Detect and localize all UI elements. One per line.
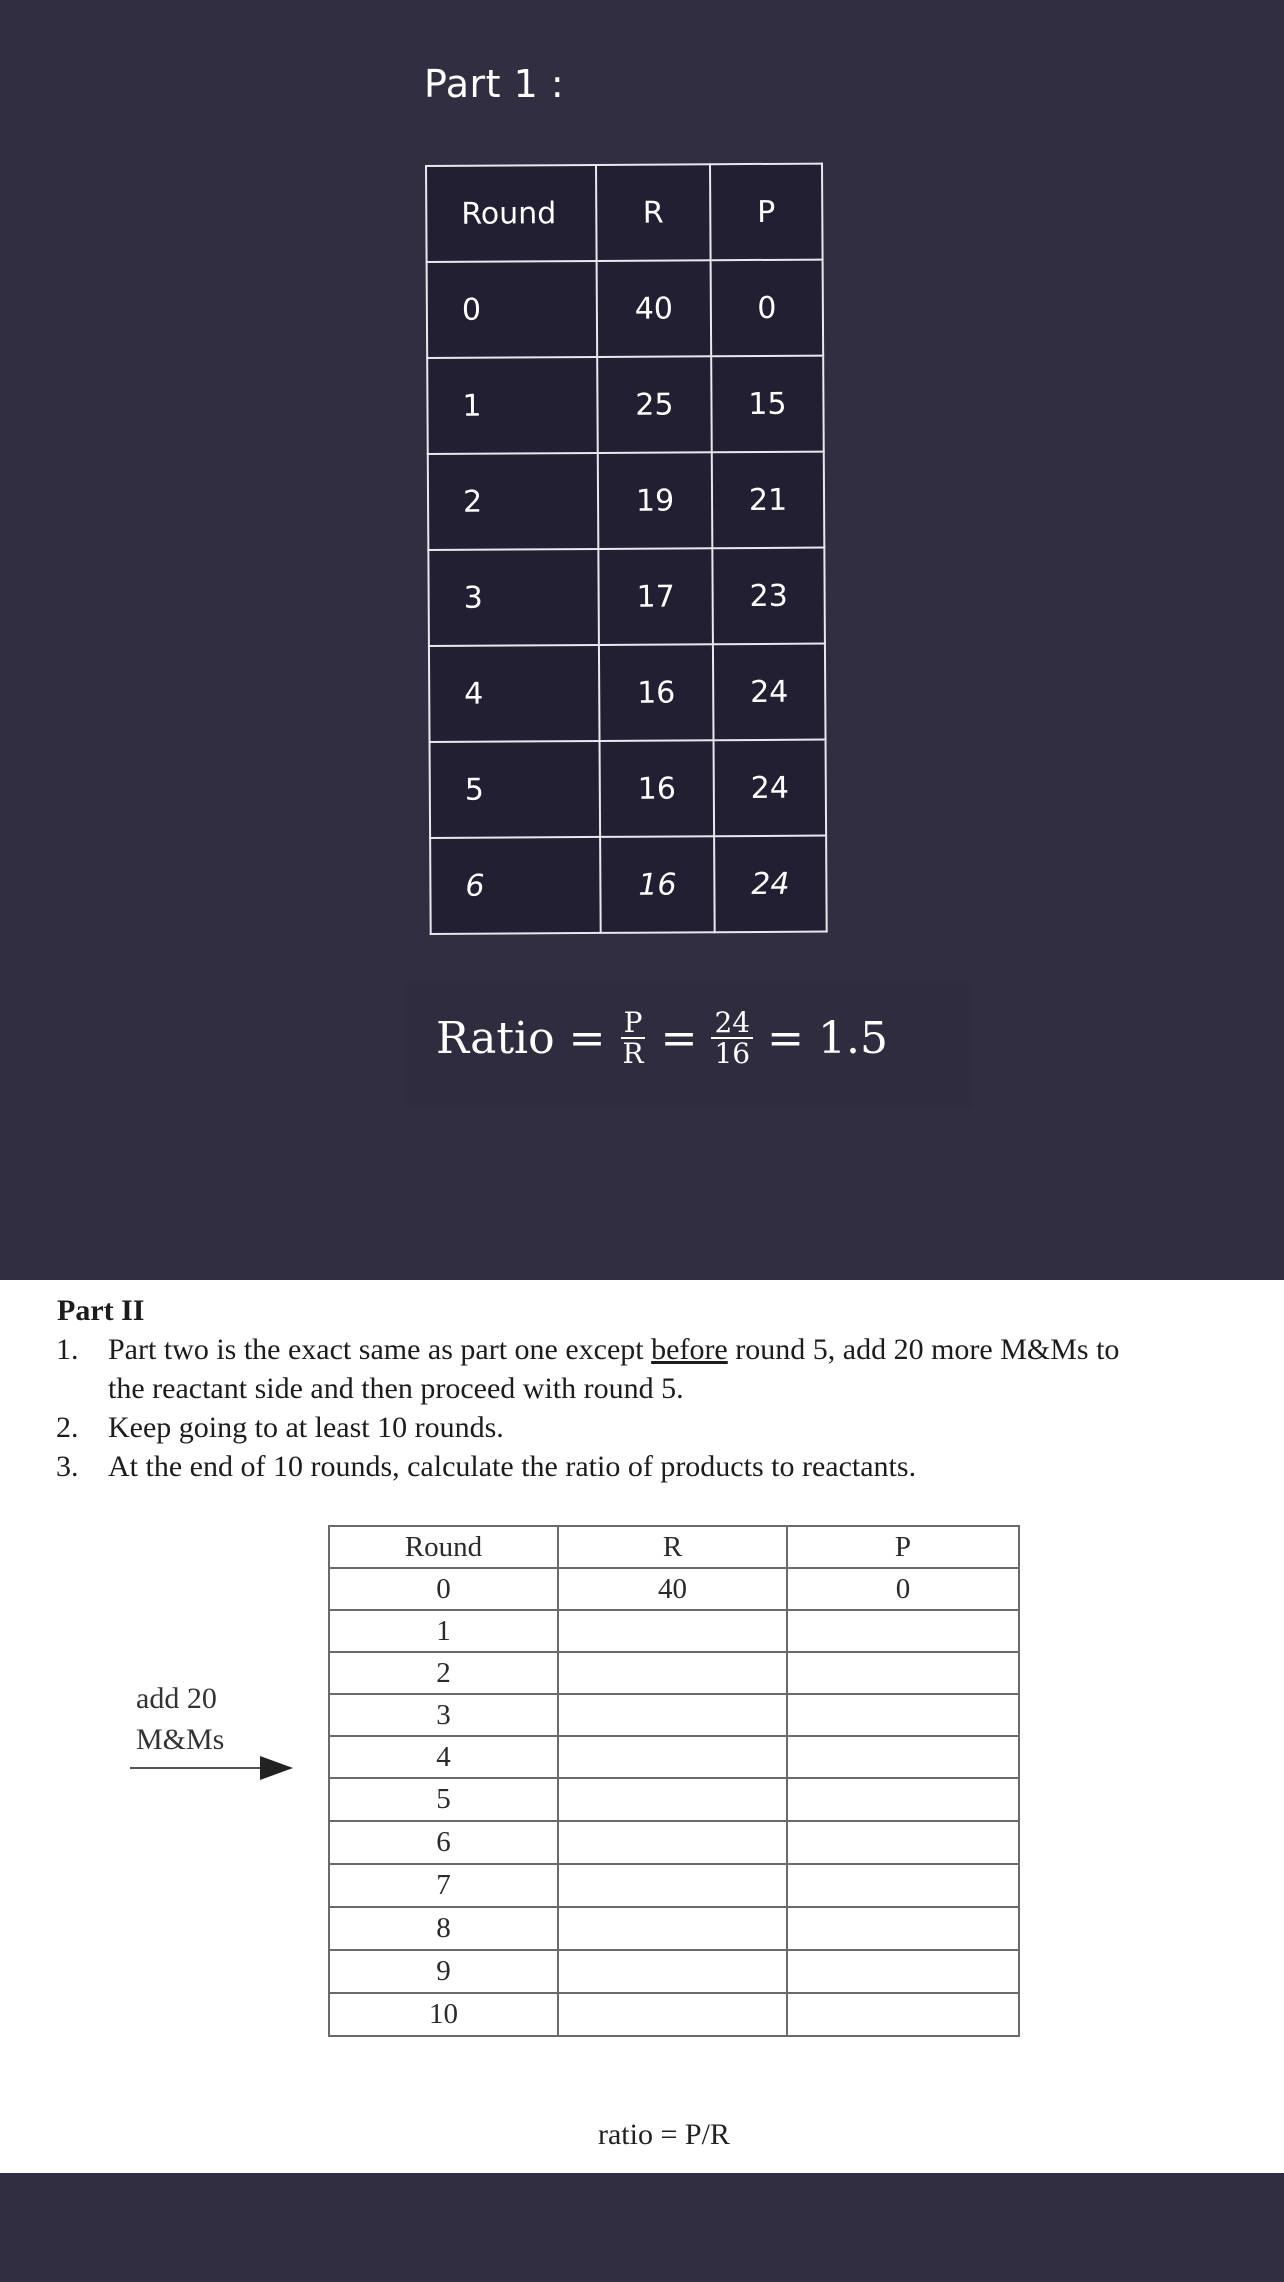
round-cell: 9: [329, 1950, 558, 1993]
p-cell: 23: [712, 548, 825, 645]
round-cell: 5: [329, 1778, 558, 1821]
equals-sign: =: [660, 1012, 698, 1064]
table-header-row: [426, 164, 823, 262]
ratio-equation: [436, 1008, 888, 1069]
table-row: [329, 1610, 1019, 1652]
header-p: P: [710, 164, 823, 261]
table-row: [429, 644, 826, 742]
instruction-number: 2.: [56, 1411, 79, 1444]
equals-sign: =: [568, 1012, 606, 1064]
table-row: [329, 1736, 1019, 1778]
r-cell: [558, 1950, 787, 1993]
round-cell: 0: [329, 1568, 558, 1610]
round-cell: 6: [430, 837, 601, 934]
part1-title: Part 1 :: [424, 62, 565, 106]
p-cell: [787, 1950, 1019, 1993]
r-cell: [558, 1736, 787, 1778]
r-cell: 16: [600, 836, 715, 933]
table-row: [329, 1568, 1019, 1610]
instruction-item: [56, 1447, 916, 1486]
instruction-text: round 5, add 20 more M&Ms to: [727, 1333, 1120, 1366]
table-row: [430, 740, 827, 838]
p-cell: [787, 1864, 1019, 1907]
instruction-text: Part two is the exact same as part one except: [108, 1333, 652, 1366]
note-line: M&Ms: [136, 1723, 225, 1756]
p-cell: 21: [712, 452, 825, 549]
round-cell: 4: [429, 645, 600, 742]
header-r: R: [558, 1526, 787, 1568]
round-cell: 8: [329, 1907, 558, 1950]
r-cell: [558, 1993, 787, 2036]
r-cell: 17: [598, 548, 713, 645]
table-row: [329, 1694, 1019, 1736]
table-row: [427, 356, 824, 454]
round-cell: 5: [430, 741, 601, 838]
table-row: [329, 1778, 1019, 1821]
table-row: [329, 1907, 1019, 1950]
fraction-p-over-r: [620, 1008, 647, 1069]
round-cell: 4: [329, 1736, 558, 1778]
instruction-item: [56, 1330, 1119, 1408]
round-cell: 2: [428, 453, 599, 550]
part2-title: Part II: [57, 1294, 145, 1327]
instruction-number: 3.: [56, 1450, 79, 1483]
p-cell: [787, 1736, 1019, 1778]
ratio-result: 1.5: [817, 1012, 888, 1064]
bottom-bar: [0, 2173, 1284, 2282]
round-cell: 1: [329, 1610, 558, 1652]
part2-table: [328, 1525, 1020, 2037]
p-cell: 0: [711, 260, 824, 357]
fraction-numerator: P: [621, 1008, 646, 1039]
table-row: [428, 548, 825, 646]
instruction-text: At the end of 10 rounds, calculate the ratio of products to reactants.: [108, 1450, 917, 1483]
r-cell: [558, 1864, 787, 1907]
p-cell: 15: [711, 356, 824, 453]
instruction-continuation: the reactant side and then proceed with round 5.: [108, 1372, 684, 1405]
table-row: [427, 260, 824, 358]
instruction-item: [56, 1408, 504, 1447]
instruction-underlined: before: [651, 1333, 728, 1366]
round-cell: 0: [427, 261, 598, 358]
r-cell: 40: [597, 260, 712, 357]
p-cell: 24: [714, 740, 827, 837]
p-cell: [787, 1694, 1019, 1736]
round-cell: 3: [428, 549, 599, 646]
r-cell: 16: [599, 644, 714, 741]
round-cell: 3: [329, 1694, 558, 1736]
r-cell: 40: [558, 1568, 787, 1610]
round-cell: 10: [329, 1993, 558, 2036]
r-cell: 16: [600, 740, 715, 837]
part1-table: [425, 163, 828, 935]
table-row: [329, 1864, 1019, 1907]
p-cell: [787, 1610, 1019, 1652]
round-cell: 6: [329, 1821, 558, 1864]
p-cell: 24: [714, 836, 827, 933]
note-line: add 20: [136, 1682, 217, 1715]
right-arrow-icon: [128, 1752, 298, 1784]
fraction-denominator: R: [622, 1037, 644, 1071]
instruction-number: 1.: [56, 1333, 79, 1366]
r-cell: [558, 1694, 787, 1736]
p-cell: 0: [787, 1568, 1019, 1610]
ratio-label: Ratio: [436, 1012, 555, 1064]
table-row: [329, 1993, 1019, 2036]
table-header-row: [329, 1526, 1019, 1568]
r-cell: [558, 1821, 787, 1864]
round-cell: 1: [427, 357, 598, 454]
r-cell: [558, 1610, 787, 1652]
table-row: [329, 1652, 1019, 1694]
p-cell: [787, 1778, 1019, 1821]
r-cell: 19: [598, 452, 713, 549]
table-row: [329, 1821, 1019, 1864]
fraction-denominator: 16: [714, 1037, 751, 1071]
r-cell: [558, 1778, 787, 1821]
header-round: Round: [426, 165, 597, 262]
part2-document: [0, 1280, 1284, 2173]
table-row: [430, 836, 827, 934]
r-cell: [558, 1907, 787, 1950]
p-cell: [787, 1652, 1019, 1694]
table-row: [428, 452, 825, 550]
p-cell: [787, 1993, 1019, 2036]
fraction-24-over-16: [711, 1008, 753, 1069]
ratio-formula: ratio = P/R: [598, 2118, 730, 2151]
r-cell: 25: [597, 356, 712, 453]
table-row: [329, 1950, 1019, 1993]
header-r: R: [596, 164, 711, 261]
header-round: Round: [329, 1526, 558, 1568]
header-p: P: [787, 1526, 1019, 1568]
r-cell: [558, 1652, 787, 1694]
instruction-text: Keep going to at least 10 rounds.: [108, 1411, 504, 1444]
p-cell: 24: [713, 644, 826, 741]
round-cell: 7: [329, 1864, 558, 1907]
round-cell: 2: [329, 1652, 558, 1694]
p-cell: [787, 1907, 1019, 1950]
add-mms-note: [136, 1678, 224, 1760]
p-cell: [787, 1821, 1019, 1864]
equals-sign: =: [767, 1012, 804, 1064]
fraction-numerator: 24: [711, 1008, 753, 1039]
